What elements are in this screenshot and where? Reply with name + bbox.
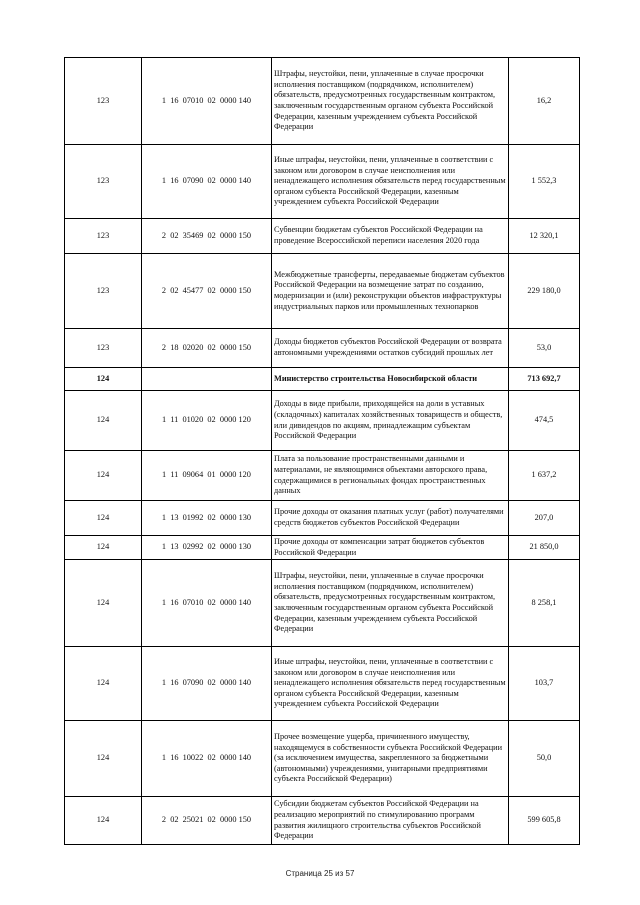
amount-cell: 599 605,8 (509, 797, 580, 845)
revenue-code-cell: 1 16 07090 02 0000 140 (142, 145, 272, 219)
revenue-code-cell: 2 02 25021 02 0000 150 (142, 797, 272, 845)
revenue-name-cell: Прочие доходы от оказания платных услуг (работ) получателями средств бюджетов субъектов Российской Федерации (272, 501, 509, 536)
page-number: Страница 25 из 57 (285, 869, 355, 878)
table-row (65, 254, 580, 329)
table-row (65, 391, 580, 451)
revenue-name-cell: Субсидии бюджетам субъектов Российской Федерации на реализацию мероприятий по стимулированию программ развития жилищного строительства субъектов Российской Федерации (272, 797, 509, 845)
amount-cell: 21 850,0 (509, 536, 580, 560)
revenue-code-cell: 2 02 35469 02 0000 150 (142, 219, 272, 254)
admin-code-cell: 124 (65, 451, 142, 501)
table-row (65, 501, 580, 536)
table-row (65, 451, 580, 501)
revenue-code-cell: 2 18 02020 02 0000 150 (142, 329, 272, 368)
revenue-code-cell: 1 13 02992 02 0000 130 (142, 536, 272, 560)
revenue-name-cell: Иные штрафы, неустойки, пени, уплаченные в соответствии с законом или договором в случае неисполнения или ненадлежащего исполнения обязательств перед государственным органом субъекта Российской Федерации, казенным учреждением субъекта Российской Федерации (272, 145, 509, 219)
amount-cell: 53,0 (509, 329, 580, 368)
revenue-name-cell: Межбюджетные трансферты, передаваемые бюджетам субъектов Российской Федерации на возмещение затрат по созданию, модернизации и (или) реконструкции объектов инфраструктуры индустриальных парков или промышленных технопарков (272, 254, 509, 329)
group-row (65, 368, 580, 391)
table-row (65, 560, 580, 647)
amount-cell: 12 320,1 (509, 219, 580, 254)
admin-code-cell: 123 (65, 254, 142, 329)
amount-cell: 103,7 (509, 647, 580, 721)
revenue-code-cell: 2 02 45477 02 0000 150 (142, 254, 272, 329)
revenue-code-cell: 1 16 07010 02 0000 140 (142, 560, 272, 647)
table-row (65, 536, 580, 560)
admin-code-cell: 123 (65, 58, 142, 145)
admin-code-cell: 124 (65, 721, 142, 797)
table-body (65, 58, 580, 845)
table-row (65, 797, 580, 845)
revenue-name-cell: Министерство строительства Новосибирской области (272, 368, 509, 391)
admin-code-cell: 124 (65, 536, 142, 560)
revenue-name-cell: Иные штрафы, неустойки, пени, уплаченные в соответствии с законом или договором в случае неисполнения или ненадлежащего исполнения обязательств перед государственным органом субъекта Российской Федерации, казенным учреждением субъекта Российской Федерации (272, 647, 509, 721)
revenue-name-cell: Прочее возмещение ущерба, причиненного имуществу, находящемуся в собственности субъекта Российской Федерации (за исключением имущества, закрепленного за бюджетными (автономными) учреждениями, унитарными предприятиями субъекта Российской Федерации) (272, 721, 509, 797)
revenue-table (64, 57, 580, 845)
admin-code-cell: 124 (65, 647, 142, 721)
amount-cell: 229 180,0 (509, 254, 580, 329)
amount-cell: 1 637,2 (509, 451, 580, 501)
revenue-name-cell: Штрафы, неустойки, пени, уплаченные в случае просрочки исполнения поставщиком (подрядчиком, исполнителем) обязательств, предусмотренных государственным контрактом, заключенным государственным органом субъекта Российской Федерации, казенным учреждением субъекта Российской Федерации (272, 58, 509, 145)
admin-code-cell: 124 (65, 560, 142, 647)
amount-cell: 1 552,3 (509, 145, 580, 219)
revenue-name-cell: Субвенции бюджетам субъектов Российской Федерации на проведение Всероссийской переписи населения 2020 года (272, 219, 509, 254)
table-row (65, 219, 580, 254)
table-row (65, 145, 580, 219)
amount-cell: 713 692,7 (509, 368, 580, 391)
table-row (65, 58, 580, 145)
revenue-code-cell: 1 16 07010 02 0000 140 (142, 58, 272, 145)
admin-code-cell: 124 (65, 501, 142, 536)
revenue-code-cell (142, 368, 272, 391)
amount-cell: 474,5 (509, 391, 580, 451)
admin-code-cell: 123 (65, 145, 142, 219)
admin-code-cell: 124 (65, 391, 142, 451)
revenue-code-cell: 1 13 01992 02 0000 130 (142, 501, 272, 536)
revenue-code-cell: 1 11 01020 02 0000 120 (142, 391, 272, 451)
table-row (65, 647, 580, 721)
amount-cell: 16,2 (509, 58, 580, 145)
admin-code-cell: 124 (65, 797, 142, 845)
admin-code-cell: 123 (65, 329, 142, 368)
revenue-name-cell: Доходы в виде прибыли, приходящейся на доли в уставных (складочных) капиталах хозяйственных товариществ и обществ, или дивидендов по акциям, принадлежащим субъектам Российской Федерации (272, 391, 509, 451)
revenue-code-cell: 1 11 09064 01 0000 120 (142, 451, 272, 501)
revenue-name-cell: Доходы бюджетов субъектов Российской Федерации от возврата автономными учреждениями остатков субсидий прошлых лет (272, 329, 509, 368)
amount-cell: 8 258,1 (509, 560, 580, 647)
revenue-code-cell: 1 16 10022 02 0000 140 (142, 721, 272, 797)
revenue-code-cell: 1 16 07090 02 0000 140 (142, 647, 272, 721)
revenue-name-cell: Штрафы, неустойки, пени, уплаченные в случае просрочки исполнения поставщиком (подрядчиком, исполнителем) обязательств, предусмотренных государственным контрактом, заключенным государственным органом субъекта Российской Федерации, казенным учреждением субъекта Российской Федерации (272, 560, 509, 647)
admin-code-cell: 123 (65, 219, 142, 254)
admin-code-cell: 124 (65, 368, 142, 391)
table-row (65, 721, 580, 797)
amount-cell: 207,0 (509, 501, 580, 536)
table-row (65, 329, 580, 368)
revenue-name-cell: Прочие доходы от компенсации затрат бюджетов субъектов Российской Федерации (272, 536, 509, 560)
revenue-name-cell: Плата за пользование пространственными данными и материалами, не являющимися объектами авторского права, содержащимися в региональных фондах пространственных данных (272, 451, 509, 501)
amount-cell: 50,0 (509, 721, 580, 797)
